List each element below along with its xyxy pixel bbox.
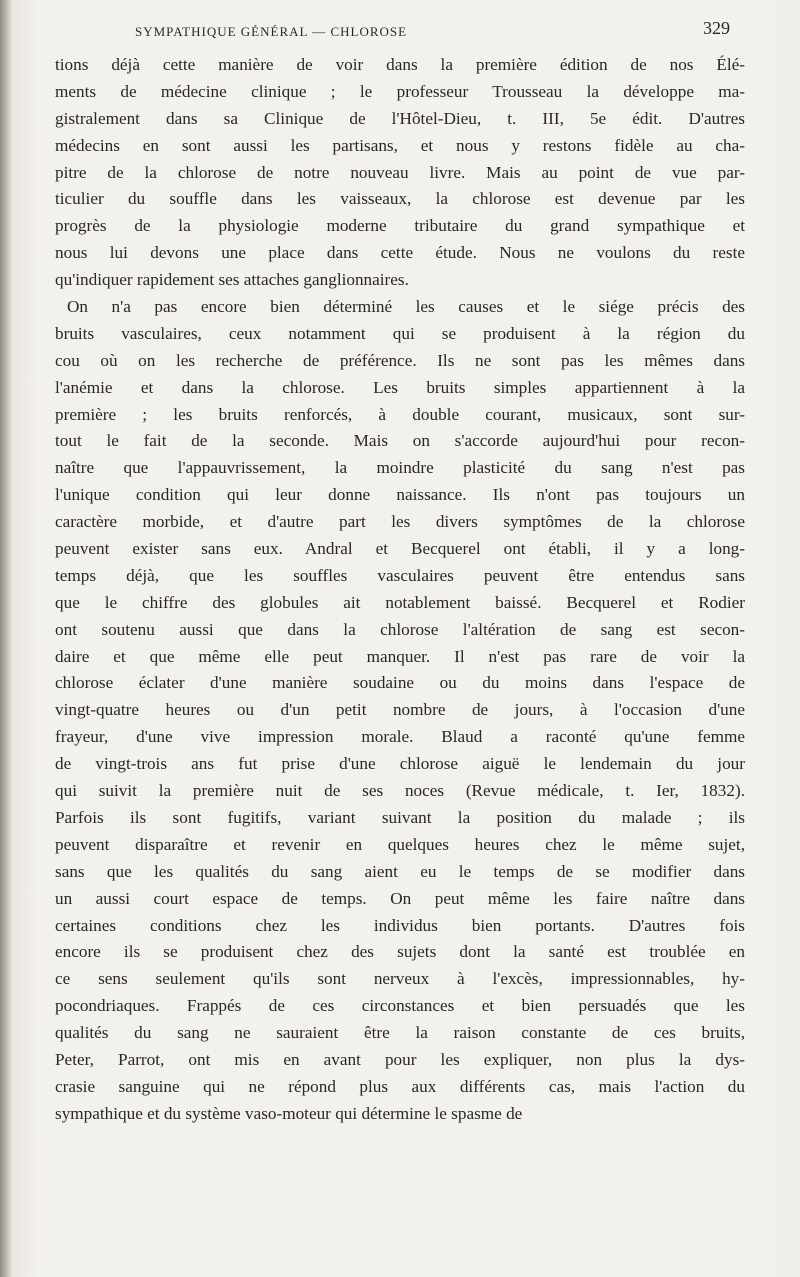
text-line: bruits vasculaires, ceux notamment qui se produisent à la région du <box>55 323 745 343</box>
page-header <box>135 18 730 42</box>
text-line: chlorose éclater d'une manière soudaine ou du moins dans l'espace de <box>55 673 745 693</box>
text-line: frayeur, d'une vive impression morale. Blaud a raconté qu'une femme <box>55 727 745 747</box>
text-line: de vingt-trois ans fut prise d'une chlorose aiguë le lendemain du jour <box>55 754 745 774</box>
text-line: certaines conditions chez les individus bien portants. D'autres fois <box>55 915 745 935</box>
text-line: On n'a pas encore bien déterminé les causes et le siége précis des <box>67 297 745 317</box>
text-line: progrès de la physiologie moderne tributaire du grand sympathique et <box>55 216 745 236</box>
text-line: ticulier du souffle dans les vaisseaux, la chlorose est devenue par les <box>55 189 745 209</box>
text-line: qu'indiquer rapidement ses attaches ganglionnaires. <box>55 270 409 290</box>
text-line: pitre de la chlorose de notre nouveau livre. Mais au point de vue par- <box>55 162 745 182</box>
text-line: cou où on les recherche de préférence. Ils ne sont pas les mêmes dans <box>55 350 745 370</box>
text-line: vingt-quatre heures ou d'un petit nombre de jours, à l'occasion d'une <box>55 700 745 720</box>
text-line: tions déjà cette manière de voir dans la première édition de nos Élé- <box>55 55 745 74</box>
text-line: l'anémie et dans la chlorose. Les bruits simples appartiennent à la <box>55 377 745 397</box>
text-line: peuvent disparaître et revenir en quelques heures chez le même sujet, <box>55 834 745 854</box>
text-line: ont soutenu aussi que dans la chlorose l'altération de sang est secon- <box>55 619 745 639</box>
text-line: peuvent exister sans eux. Andral et Becquerel ont établi, il y a long- <box>55 539 745 559</box>
text-line: sympathique et du système vaso-moteur qui détermine le spasme de <box>55 1103 523 1123</box>
text-line: sans que les qualités du sang aient eu le temps de se modifier dans <box>55 861 745 881</box>
text-line: nous lui devons une place dans cette étude. Nous ne voulons du reste <box>55 243 745 263</box>
running-head: SYMPATHIQUE GÉNÉRAL — CHLOROSE <box>135 24 408 39</box>
text-line: ce sens seulement qu'ils sont nerveux à l'excès, impressionnables, hy- <box>55 969 745 989</box>
text-line: gistralement dans sa Clinique de l'Hôtel-Dieu, t. III, 5e édit. D'autres <box>55 108 745 128</box>
text-line: un aussi court espace de temps. On peut même les faire naître dans <box>55 888 745 908</box>
text-line: naître que l'appauvrissement, la moindre plasticité du sang n'est pas <box>55 458 745 478</box>
text-line: Parfois ils sont fugitifs, variant suivant la position du malade ; ils <box>55 807 745 827</box>
text-line: première ; les bruits renforcés, à double courant, musicaux, sont sur- <box>55 404 745 424</box>
text-line: ments de médecine clinique ; le professeur Trousseau la développe ma- <box>55 81 745 101</box>
body-text <box>55 52 745 1128</box>
text-line: encore ils se produisent chez des sujets dont la santé est troublée en <box>55 942 745 962</box>
text-line: qui suivit la première nuit de ses noces (Revue médicale, t. Ier, 1832). <box>55 781 745 801</box>
text-line: pocondriaques. Frappés de ces circonstances et bien persuadés que les <box>55 996 745 1016</box>
text-line: Peter, Parrot, ont mis en avant pour les expliquer, non plus la dys- <box>55 1049 745 1069</box>
text-line: temps déjà, que les souffles vasculaires peuvent être entendus sans <box>55 565 745 585</box>
page-gutter-shadow <box>0 0 12 1277</box>
text-line: daire et que même elle peut manquer. Il n'est pas rare de voir la <box>55 646 745 666</box>
text-line: crasie sanguine qui ne répond plus aux différents cas, mais l'action du <box>55 1076 745 1096</box>
text-line: l'unique condition qui leur donne naissance. Ils n'ont pas toujours un <box>55 485 745 505</box>
text-line: caractère morbide, et d'autre part les divers symptômes de la chlorose <box>55 512 745 532</box>
page-number: 329 <box>703 18 730 38</box>
text-line: médecins en sont aussi les partisans, et nous y restons fidèle au cha- <box>55 135 745 155</box>
text-line: tout le fait de la seconde. Mais on s'accorde aujourd'hui pour recon- <box>55 431 745 451</box>
text-line: qualités du sang ne sauraient être la raison constante de ces bruits, <box>55 1023 745 1043</box>
text-line: que le chiffre des globules ait notablement baissé. Becquerel et Rodier <box>55 592 745 612</box>
